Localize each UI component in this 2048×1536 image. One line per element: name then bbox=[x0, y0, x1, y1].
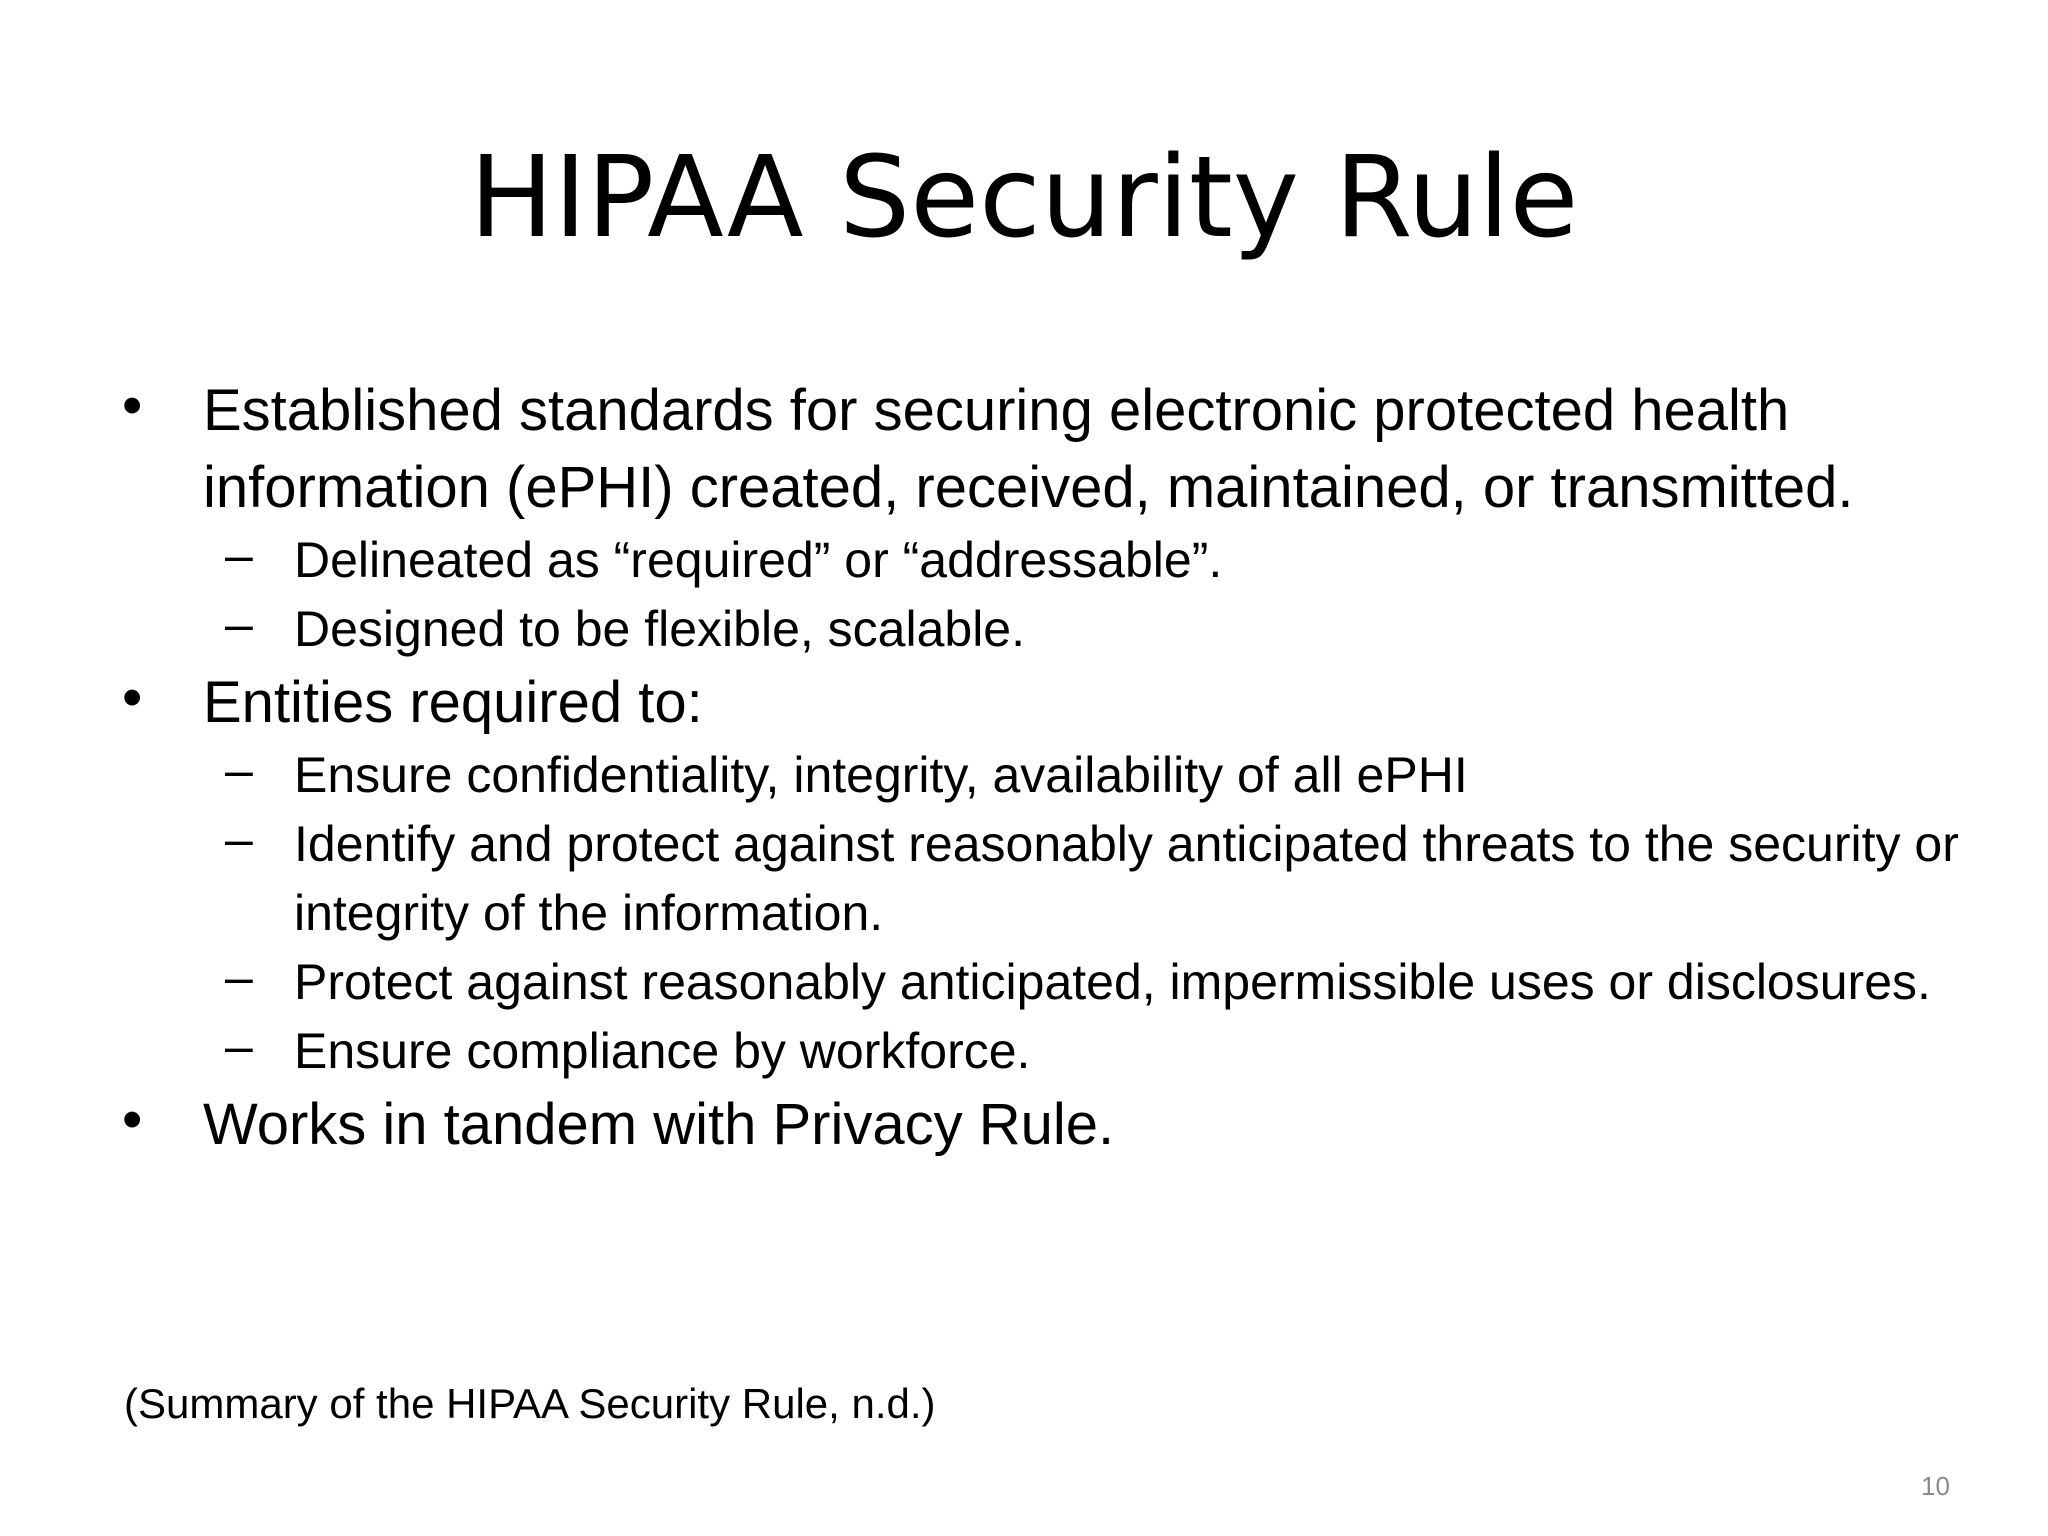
sub-bullet-text: Protect against reasonably anticipated, impermissible uses or disclosures. bbox=[294, 954, 1931, 1010]
bullet-marker: • bbox=[122, 665, 143, 730]
bullet-item bbox=[0, 664, 2048, 741]
page-number: 10 bbox=[1921, 1471, 1950, 1501]
sub-bullet-item bbox=[0, 948, 2048, 1017]
bullet-item bbox=[0, 372, 2048, 526]
sub-bullet-marker: – bbox=[225, 949, 253, 1005]
slide-title: HIPAA Security Rule bbox=[469, 133, 1579, 263]
bullet-item bbox=[0, 1086, 2048, 1163]
sub-bullet-text: Designed to be flexible, scalable. bbox=[294, 601, 1026, 657]
sub-bullet-text: Identify and protect against reasonably anticipated threats to the security or integrity of the information. bbox=[294, 816, 1959, 941]
sub-bullet-text: Ensure confidentiality, integrity, availability of all ePHI bbox=[294, 747, 1468, 803]
sub-bullet-item bbox=[0, 526, 2048, 595]
sub-bullet-text: Delineated as “required” or “addressable”. bbox=[294, 532, 1223, 588]
sub-bullet-marker: – bbox=[225, 527, 253, 583]
sub-bullet-item bbox=[0, 810, 2048, 948]
bullet-list bbox=[0, 372, 2048, 1163]
sub-bullet-item bbox=[0, 741, 2048, 810]
sub-bullet-marker: – bbox=[225, 1018, 253, 1074]
sub-bullet-item bbox=[0, 1017, 2048, 1086]
bullet-text: Works in tandem with Privacy Rule. bbox=[203, 1092, 1115, 1157]
sub-bullet-marker: – bbox=[225, 742, 253, 798]
citation: (Summary of the HIPAA Security Rule, n.d.) bbox=[124, 1380, 936, 1427]
sub-bullet-marker: – bbox=[225, 596, 253, 652]
bullet-text: Established standards for securing electronic protected health information (ePHI) created, received, maintained, or transmitted. bbox=[203, 378, 1854, 520]
sub-bullet-text: Ensure compliance by workforce. bbox=[294, 1023, 1031, 1079]
sub-bullet-item bbox=[0, 595, 2048, 664]
bullet-text: Entities required to: bbox=[203, 670, 703, 735]
bullet-marker: • bbox=[122, 1087, 143, 1152]
bullet-marker: • bbox=[122, 373, 143, 438]
sub-bullet-marker: – bbox=[225, 811, 253, 867]
